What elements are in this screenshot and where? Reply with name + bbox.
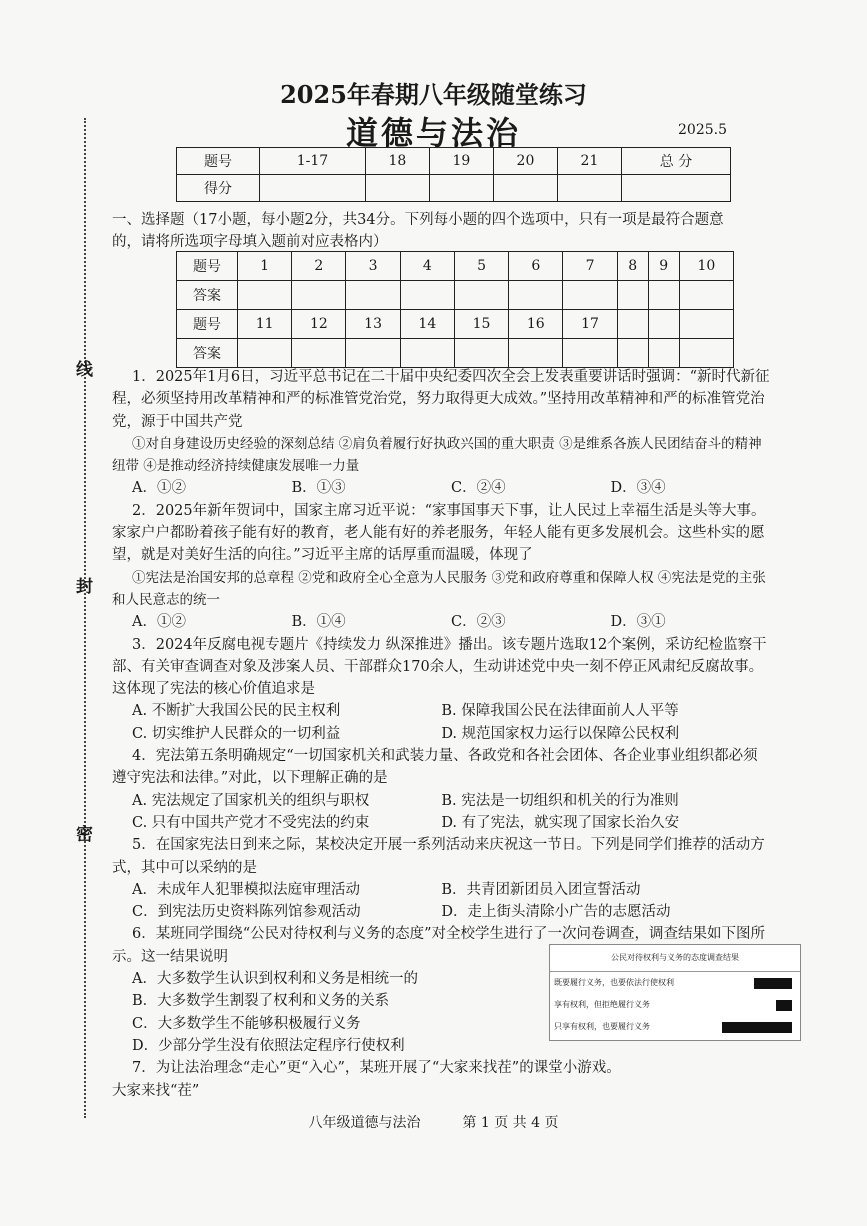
answer-a-label: 答案 — [177, 281, 238, 310]
q4-options-row2 — [112, 812, 770, 834]
q2-option-b[interactable]: B．①④ — [291, 614, 346, 631]
q1-statements: ①对自身建设历史经验的深刻总结 ②肩负着履行好执政兴国的重大职责 ③是维系各族人民团结奋斗的精神纽带 ④是推动经济持续健康发展唯一力量 — [112, 435, 762, 475]
answer-cell[interactable] — [679, 339, 733, 368]
answer-cell[interactable] — [292, 281, 346, 310]
answer-cell[interactable] — [563, 339, 617, 368]
answer-q-number: 14 — [400, 310, 454, 339]
answer-q-label: 题号 — [177, 252, 238, 281]
answer-q-number — [679, 310, 733, 339]
answer-q-number: 7 — [563, 252, 617, 281]
q4-option-a[interactable]: A. 宪法规定了国家机关的组织与职权 — [132, 792, 370, 809]
score-header-cell: 题号 — [177, 148, 260, 175]
q1-option-a[interactable]: A．①② — [132, 480, 186, 497]
binding-mark-seal: 封 — [76, 577, 93, 597]
score-cell[interactable] — [621, 175, 730, 202]
subject-title: 道德与法治 — [345, 114, 521, 152]
answer-cell[interactable] — [454, 281, 508, 310]
answer-cell[interactable] — [346, 339, 400, 368]
q5-options-row2 — [112, 901, 770, 923]
binding-mark-line: 线 — [76, 360, 93, 380]
q7-stem: 7．为让法治理念“走心”更“入心”，某班开展了“大家来找茬”的课堂小游戏。 — [132, 1060, 621, 1077]
score-header-cell: 1-17 — [260, 148, 366, 175]
answer-table-a-row-1 — [177, 281, 734, 310]
answer-cell[interactable] — [509, 281, 563, 310]
q3-options-row1 — [112, 700, 770, 722]
q6-chart-row — [550, 994, 800, 1016]
answer-cell[interactable] — [346, 281, 400, 310]
q6-survey-chart — [549, 944, 801, 1041]
questions — [112, 366, 770, 1102]
answer-cell[interactable] — [509, 339, 563, 368]
q3-option-a[interactable]: A. 不断扩大我国公民的民主权利 — [132, 703, 341, 720]
q1-option-d[interactable]: D．③④ — [610, 480, 666, 497]
q5-option-a[interactable]: A．未成年人犯罪模拟法庭审理活动 — [132, 881, 360, 898]
exam-title: 2025年春期八年级随堂练习 — [280, 80, 587, 109]
q2-options — [112, 611, 770, 633]
q2-option-d[interactable]: D．③① — [610, 614, 666, 631]
score-table-score-row — [177, 175, 731, 202]
score-table-header-row — [177, 148, 731, 175]
q1-option-c[interactable]: C．②④ — [451, 480, 506, 497]
q1-options — [112, 477, 770, 499]
answer-table-q-row-2 — [177, 310, 734, 339]
answer-q-label: 题号 — [177, 310, 238, 339]
score-cell[interactable] — [260, 175, 366, 202]
answer-q-number: 10 — [679, 252, 733, 281]
q6-chart-row-label: 既要履行义务，也要依法行使权利 — [554, 978, 674, 988]
answer-cell[interactable] — [648, 339, 679, 368]
answer-q-number: 13 — [346, 310, 400, 339]
answer-q-number — [617, 310, 648, 339]
q5-option-c[interactable]: C．到宪法历史资料陈列馆参观活动 — [132, 904, 361, 921]
answer-table-a-row-2 — [177, 339, 734, 368]
answer-q-number: 12 — [292, 310, 346, 339]
answer-a-label: 答案 — [177, 339, 238, 368]
q1-stem: 1．2025年1月6日，习近平总书记在二十届中央纪委四次全会上发表重要讲话时强调：“新时代新征程，必须坚持用改革精神和严的标准管党治党，努力取得更大成效。”坚持用改革精神和严的标准管党治党，源于中国共产党 — [112, 369, 770, 430]
answer-q-number: 6 — [509, 252, 563, 281]
q2-option-c[interactable]: C．②③ — [451, 614, 506, 631]
answer-q-number: 4 — [400, 252, 454, 281]
answer-q-number: 9 — [648, 252, 679, 281]
answer-table — [176, 251, 734, 368]
q4-option-c[interactable]: C. 只有中国共产党才不受宪法的约束 — [132, 814, 370, 831]
section1-instruction: 一、选择题（17小题，每小题2分，共34分。下列每小题的四个选项中，只有一项是最符合题意的，请将所选项字母填入题前对应表格内） — [112, 212, 724, 250]
score-header-cell: 18 — [365, 148, 429, 175]
q4-stem: 4．宪法第五条明确规定“一切国家机关和武装力量、各政党和各社会团体、各企业事业组织都必须遵守宪法和法律。”对此，以下理解正确的是 — [112, 748, 758, 787]
q5-stem: 5．在国家宪法日到来之际，某校决定开展一系列活动来庆祝这一节日。下列是同学们推荐的活动方式，其中可以采纳的是 — [112, 837, 765, 876]
score-header-cell: 20 — [493, 148, 557, 175]
answer-cell[interactable] — [238, 339, 292, 368]
q6-chart-row-label: 享有权利，但拒绝履行义务 — [554, 1000, 650, 1010]
q6-chart-row-label: 只享有权利，也要履行义务 — [554, 1022, 650, 1032]
answer-q-number: 8 — [617, 252, 648, 281]
q6-chart-bar — [754, 978, 792, 989]
answer-q-number: 2 — [292, 252, 346, 281]
q3-option-c[interactable]: C. 切实维护人民群众的一切利益 — [132, 725, 341, 742]
answer-cell[interactable] — [563, 281, 617, 310]
q6-option-b[interactable]: B．大多数学生割裂了权利和义务的关系 — [132, 993, 390, 1010]
score-row-label: 得分 — [177, 175, 260, 202]
answer-q-number: 1 — [238, 252, 292, 281]
score-header-cell: 总 分 — [621, 148, 730, 175]
answer-q-number: 17 — [563, 310, 617, 339]
page-footer: 八年级道德与法治 第 1 页 共 4 页 — [308, 1115, 559, 1131]
answer-q-number: 15 — [454, 310, 508, 339]
answer-q-number: 5 — [454, 252, 508, 281]
answer-q-number: 11 — [238, 310, 292, 339]
answer-cell[interactable] — [400, 281, 454, 310]
answer-cell[interactable] — [238, 281, 292, 310]
score-cell[interactable] — [365, 175, 429, 202]
q5-options-row1 — [112, 879, 770, 901]
q3-option-d[interactable]: D. 规范国家权力运行以保障公民权利 — [441, 725, 680, 742]
q6-stem: 6．某班同学围绕“公民对待权利与义务的态度”对全校学生进行了一次问卷调查，调查结果如下图所示。这一结果说明 — [112, 926, 766, 965]
binding-mark-secret: 密 — [76, 825, 93, 845]
answer-cell[interactable] — [400, 339, 454, 368]
score-cell[interactable] — [429, 175, 493, 202]
q5-option-b[interactable]: B．共青团新团员入团宣誓活动 — [441, 881, 641, 898]
answer-q-number — [648, 310, 679, 339]
score-header-cell: 19 — [429, 148, 493, 175]
answer-cell[interactable] — [454, 339, 508, 368]
exam-date: 2025.5 — [678, 122, 727, 138]
q3-options-row2 — [112, 723, 770, 745]
q6-chart-bar — [722, 1022, 792, 1033]
score-table — [176, 147, 731, 202]
q3-stem: 3．2024年反腐电视专题片《持续发力 纵深推进》播出。该专题片选取12个案例，采访纪检监察干部、有关审查调查对象及涉案人员、干部群众170余人，生动讲述党中央一刻不停正风肃纪反腐故事。这体现了宪法的核心价值追求是 — [112, 636, 767, 698]
q7-subtitle: 大家来找“茬” — [112, 1082, 200, 1099]
q6-chart-title: 公民对待权利与义务的态度调查结果 — [550, 945, 800, 972]
q4-option-d[interactable]: D. 有了宪法，就实现了国家长治久安 — [441, 814, 680, 831]
q3-option-b[interactable]: B. 保障我国公民在法律面前人人平等 — [441, 703, 679, 720]
score-cell[interactable] — [557, 175, 621, 202]
answer-q-number: 16 — [509, 310, 563, 339]
q5-option-d[interactable]: D．走上街头清除小广告的志愿活动 — [441, 904, 671, 921]
q1-option-b[interactable]: B．①③ — [291, 480, 346, 497]
q6-option-d[interactable]: D．少部分学生没有依照法定程序行使权利 — [132, 1037, 405, 1054]
answer-cell[interactable] — [617, 281, 648, 310]
answer-table-q-row-1 — [177, 252, 734, 281]
q6-chart-bar — [776, 1000, 792, 1011]
answer-q-number: 3 — [346, 252, 400, 281]
score-header-cell: 21 — [557, 148, 621, 175]
q6-option-a[interactable]: A．大多数学生认识到权利和义务是相统一的 — [132, 971, 418, 988]
binding-dotted-line — [84, 118, 86, 1118]
q2-stem: 2．2025年新年贺词中，国家主席习近平说：“家事国事天下事，让人民过上幸福生活是头等大事。家家户户都盼着孩子能有好的教育，老人能有好的养老服务，年轻人能有更多发展机会。这些朴实的愿望，就是对美好生活的向往。”习近平主席的话厚重而温暖，体现了 — [112, 502, 766, 564]
q6-option-c[interactable]: C．大多数学生不能够积极履行义务 — [132, 1015, 361, 1032]
score-cell[interactable] — [493, 175, 557, 202]
q4-options-row1 — [112, 790, 770, 812]
q6-chart-row — [550, 972, 800, 994]
q2-option-a[interactable]: A．①② — [132, 614, 186, 631]
q2-statements: ①宪法是治国安邦的总章程 ②党和政府全心全意为人民服务 ③党和政府尊重和保障人权 ④宪法是党的主张和人民意志的统一 — [112, 569, 766, 608]
answer-cell[interactable] — [617, 339, 648, 368]
q6-chart-row — [550, 1016, 800, 1038]
answer-cell[interactable] — [648, 281, 679, 310]
answer-cell[interactable] — [292, 339, 346, 368]
answer-cell[interactable] — [679, 281, 733, 310]
q4-option-b[interactable]: B. 宪法是一切组织和机关的行为准则 — [441, 792, 679, 809]
